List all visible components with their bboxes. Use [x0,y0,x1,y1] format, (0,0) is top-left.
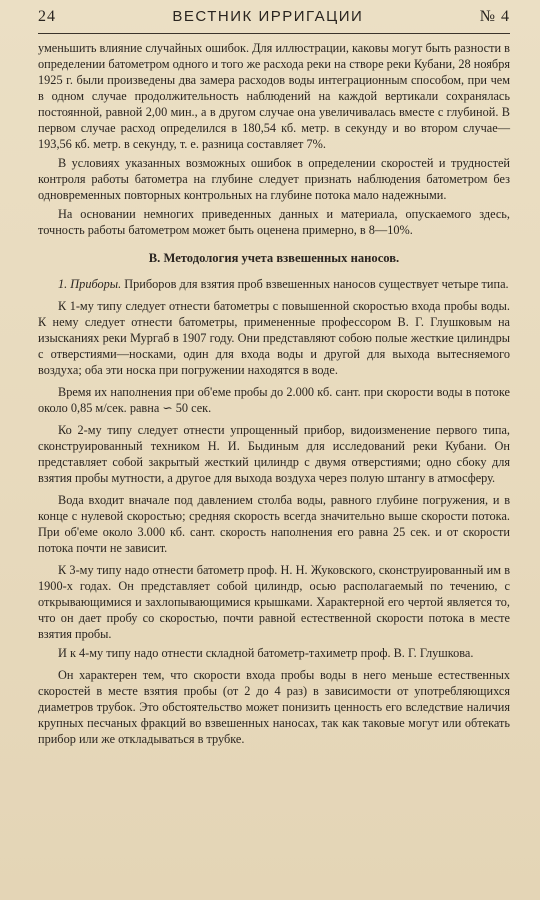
paragraph: На основании немногих приведенных данных и материала, опускаемого здесь, точность работы батометром может быть оценена примерно, в 8—10%. [38,207,510,237]
paragraph: К 1-му типу следует отнести батометры с повышенной скоростью входа пробы воды. К нему следует отнести батометры, примененные профессором В. Г. Глушковым на изысканиях реки Мургаб в 1907 году. Они представляют собою полые жесткие цилиндры с отверстиями—носками, один для входа воды и другой для выхода вытесняемого воздуха; оба эти носка при погружении находятся в воде. [38,299,510,377]
paragraph: К 3-му типу надо отнести батометр проф. Н. Н. Жуковского, сконструированный им в 1900-х годах. Он представляет собой цилиндр, осью располагаемый по течению, с открывающимися и захлопывающимися крышками. Характерной его чертой является то, что он дает пробу со скоростью, почти равной естественной скорости потока в месте взятия пробы. [38,563,510,641]
instruments-intro-paragraph [38,276,510,292]
journal-title: ВЕСТНИК ИРРИГАЦИИ [172,8,364,25]
paragraph: Вода входит вначале под давлением столба воды, равного глубине погружения, и в конце с нулевой скоростью; средняя скорость всегда значительно выше скорости потока. При об'еме около 3.000 кб. сант. скорость наполнения его равна 25 сек. и от скорости потока почти не зависит. [38,493,510,555]
instruments-rest: Приборов для взятия проб взвешенных наносов существует четыре типа. [121,277,509,291]
paragraph: Время их наполнения при об'еме пробы до 2.000 кб. сант. при скорости воды в потоке около 0,85 м/сек. равна ∽ 50 сек. [38,385,510,415]
paragraph: Ко 2-му типу следует отнести упрощенный прибор, видоизменение первого типа, сконструированный техником Н. И. Быдиным для исследований реки Кубани. Он представляет собой закрытый жесткий цилиндр с двумя отверстиями; одно сбоку для взятия пробы мутности, а другое для выхода воздуха через полую штангу в атмосферу. [38,423,510,485]
paragraph: В условиях указанных возможных ошибок в определении скоростей и трудностей контроля работы батометра на глубине следует признать наблюдения батометром без одновременных повторных контрольных на глубине потока мало надежными. [38,156,510,202]
running-header [38,8,510,30]
header-rule [38,33,510,34]
page-number: 24 [38,8,56,25]
section-title: В. Методология учета взвешенных наносов. [148,251,400,265]
issue-number: № 4 [479,8,510,25]
body-text [38,40,510,747]
paragraph: уменьшить влияние случайных ошибок. Для иллюстрации, каковы могут быть разности в определении батометром одного и того же расхода реки на створе реки Кубани, 28 ноября 1925 г. были произведены два замера расходов воды интеграционным способом, при чем в одном случае продолжительность наблюдений на каждой вертикали сохранялась постоянной, равной 2,00 мин., а в другом случае она увеличивалась вместе с глубиной. В первом случае расход определился в 180,54 кб. метр. в секунду и во втором случае—193,56 кб. метр. в секунду, т. е. разница составляет 7%. [38,41,510,151]
instruments-lead: 1. Приборы. [58,277,122,291]
paragraph: Он характерен тем, что скорости входа пробы воды в него меньше естественных скоростей в месте взятия пробы (от 2 до 4 раз) в зависимости от употребляющихся диаметров трубок. Это обстоятельство может понизить ценность его вследствие наличия крупных песчаных фракций во взвешенных наносах, так как таковые могут или обтекать прибор или же откладываться в трубке. [38,668,510,746]
paragraph: И к 4-му типу надо отнести складной батометр-тахиметр проф. В. Г. Глушкова. [58,646,474,660]
